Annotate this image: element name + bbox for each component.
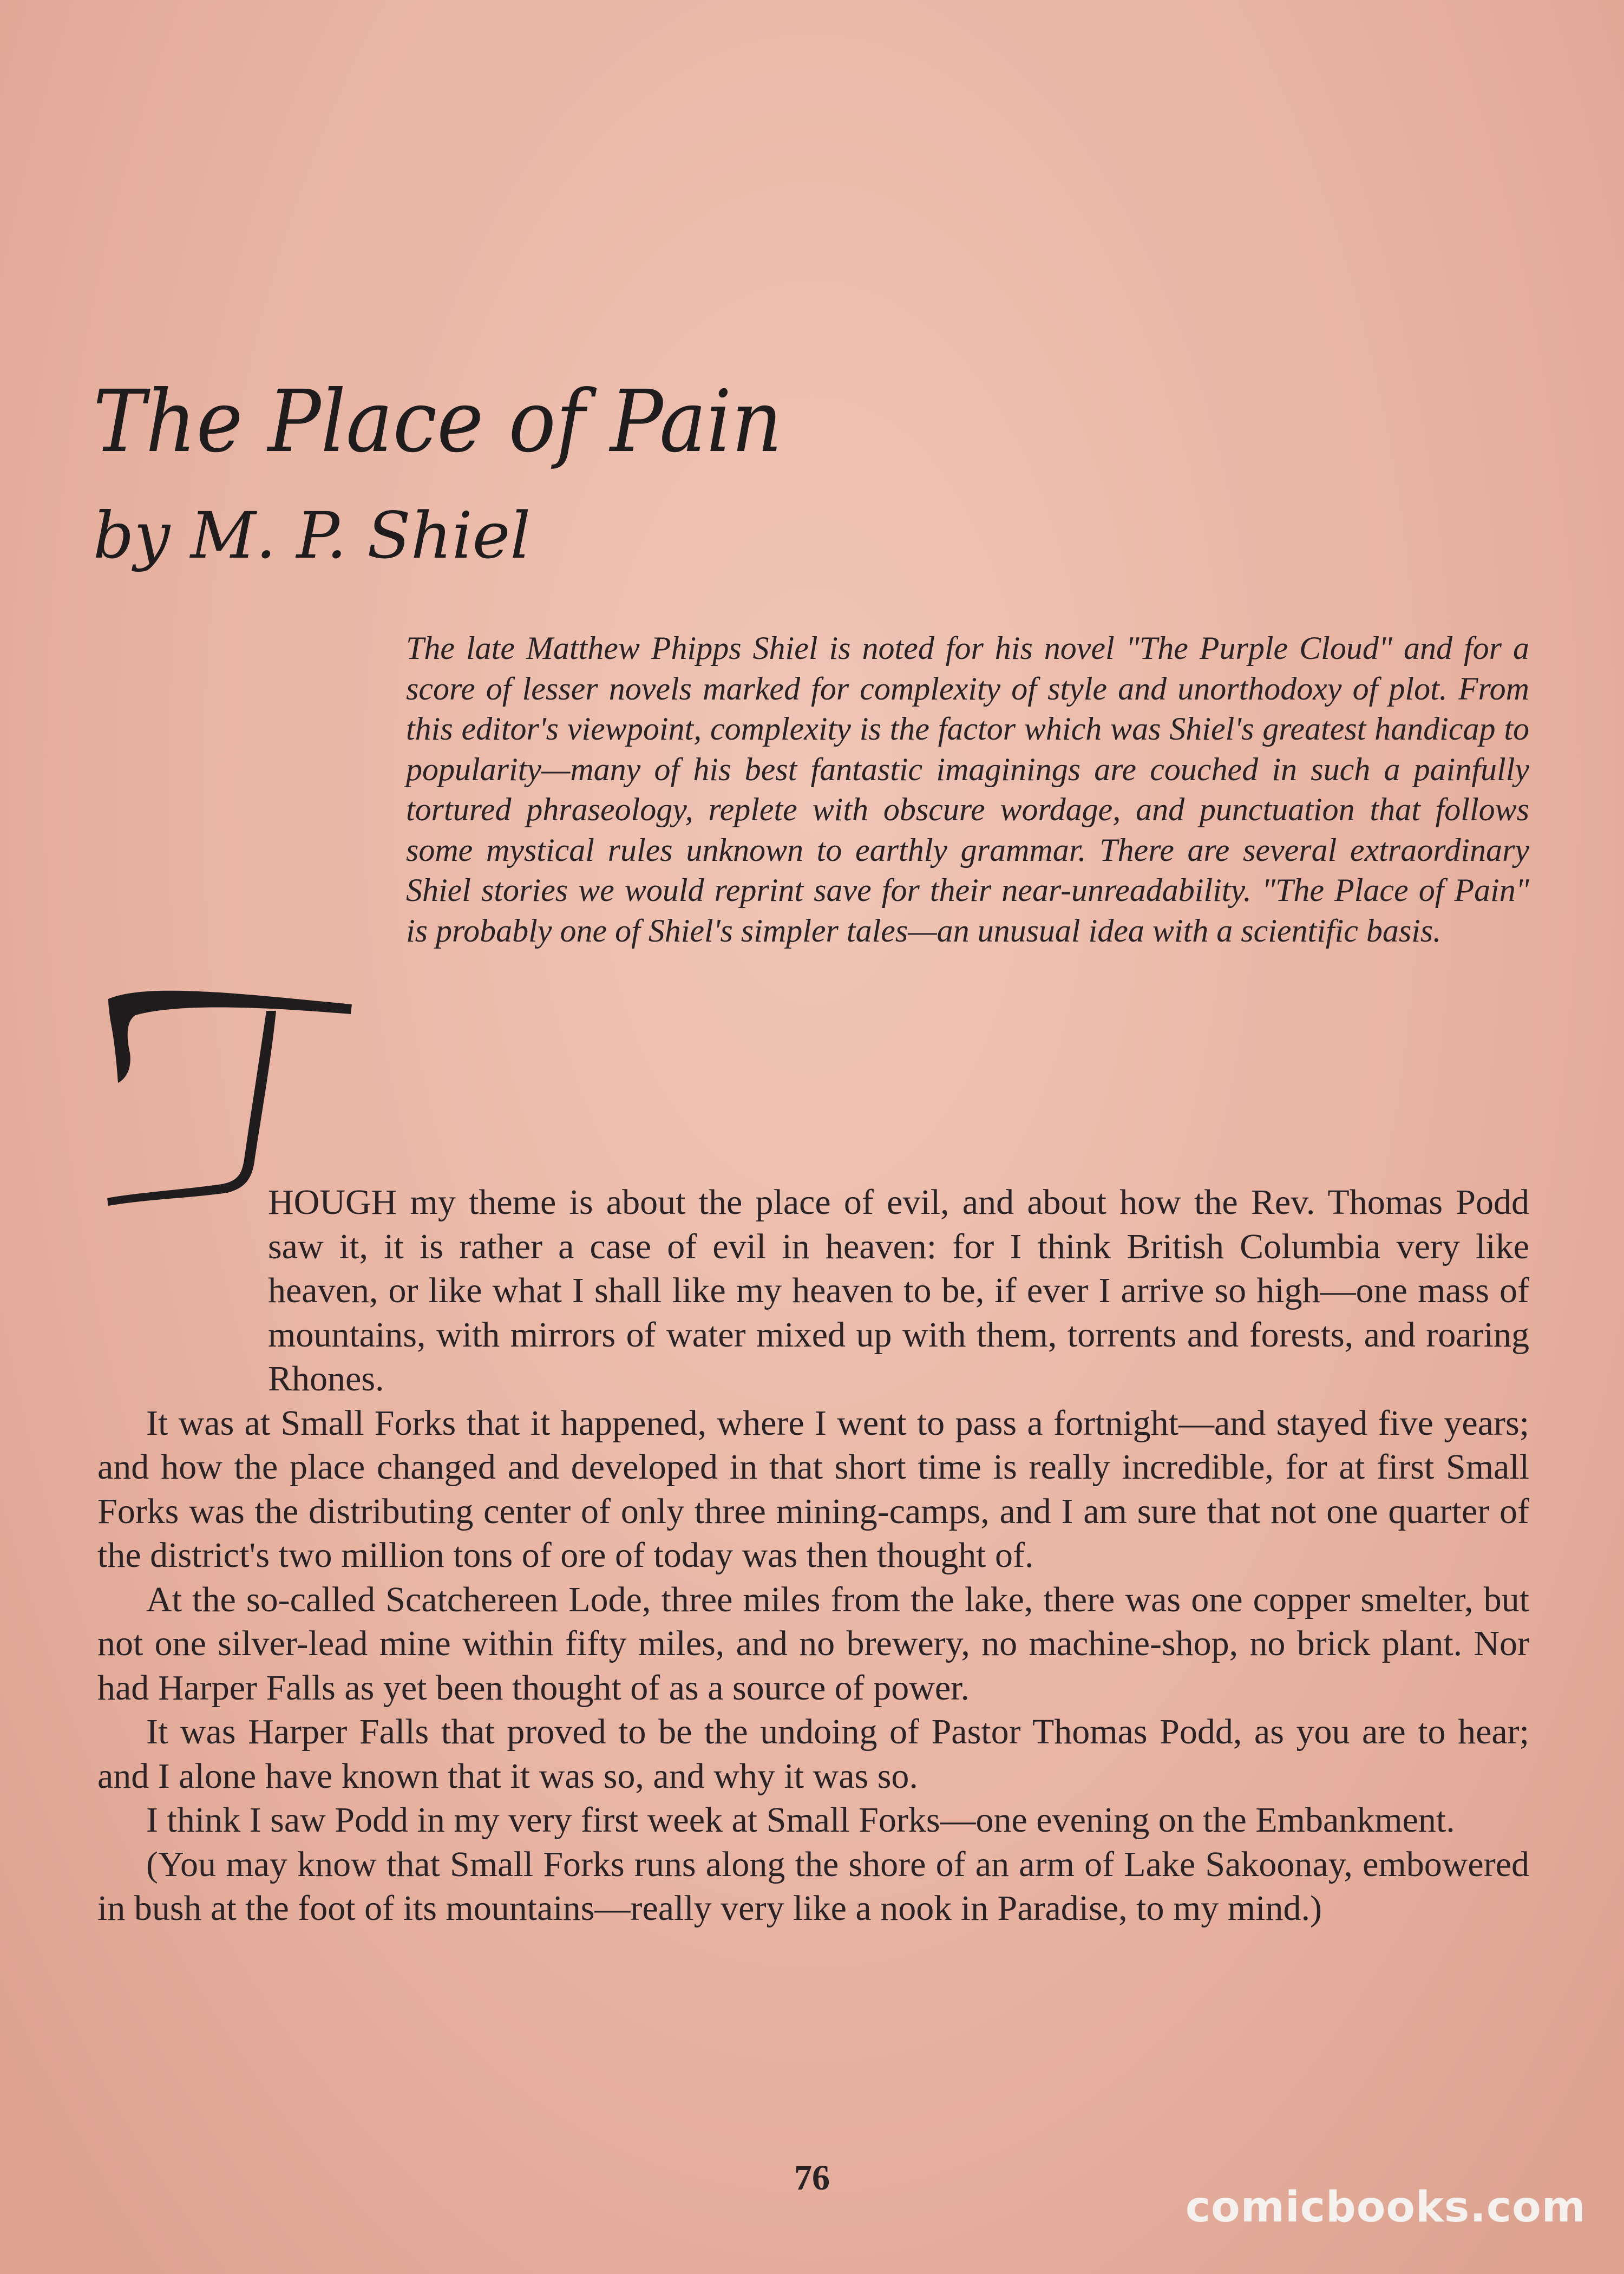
- paragraph: HOUGH my theme is about the place of evil, and about how the Rev. Thomas Podd saw it, it is rather a case of evil in heaven: for I think British Columbia very like heaven, or like what I shall like my heaven to be, if ever I arrive so high—one mass of mountains, with mirrors of water mixed up with them, torrents and forests, and roaring Rhones.: [268, 1182, 1529, 1399]
- paragraph: I think I saw Podd in my very first week at Small Forks—one evening on the Embankment.: [146, 1800, 1455, 1840]
- paragraph: (You may know that Small Forks runs along the shore of an arm of Lake Sakoonay, embowered in bush at the foot of its mountains—really very like a nook in Paradise, to my mind.): [97, 1844, 1529, 1928]
- paragraph: It was Harper Falls that proved to be the undoing of Pastor Thomas Podd, as you are to hear; and I alone have known that it was so, and why it was so.: [97, 1712, 1529, 1796]
- paragraph: It was at Small Forks that it happened, where I went to pass a fortnight—and stayed five years; and how the place changed and developed in that short time is really incredible, for at first Small Forks was the distributing center of only three mining-camps, and I am sure that not one quarter of the district's two million tons of ore of today was then thought of.: [97, 1403, 1529, 1575]
- page-number: 76: [794, 2158, 830, 2198]
- story-byline: by M. P. Shiel: [93, 498, 531, 573]
- story-body: [97, 1180, 1529, 1931]
- paragraph: At the so-called Scatchereen Lode, three miles from the lake, there was one copper smelter, but not one silver-lead mine within fifty miles, and no brewery, no machine-shop, no brick plant. Nor had Harper Falls as yet been thought of as a source of power.: [97, 1579, 1529, 1708]
- site-watermark: comicbooks.com: [1185, 2183, 1586, 2232]
- story-title: The Place of Pain: [93, 372, 782, 472]
- editor-intro: The late Matthew Phipps Shiel is noted for his novel "The Purple Cloud" and for a score of lesser novels marked for complexity of style and unorthodoxy of plot. From this editor's viewpoint, complexity is the factor which was Shiel's greatest handicap to popularity—many of his best fantastic imaginings are couched in such a painfully tortured phraseology, replete with obscure wordage, and punctuation that follows some mystical rules unknown to earthly grammar. There are several extraordinary Shiel stories we would reprint save for their near-unreadability. "The Place of Pain" is probably one of Shiel's simpler tales—an unusual idea with a scientific basis.: [406, 630, 1529, 949]
